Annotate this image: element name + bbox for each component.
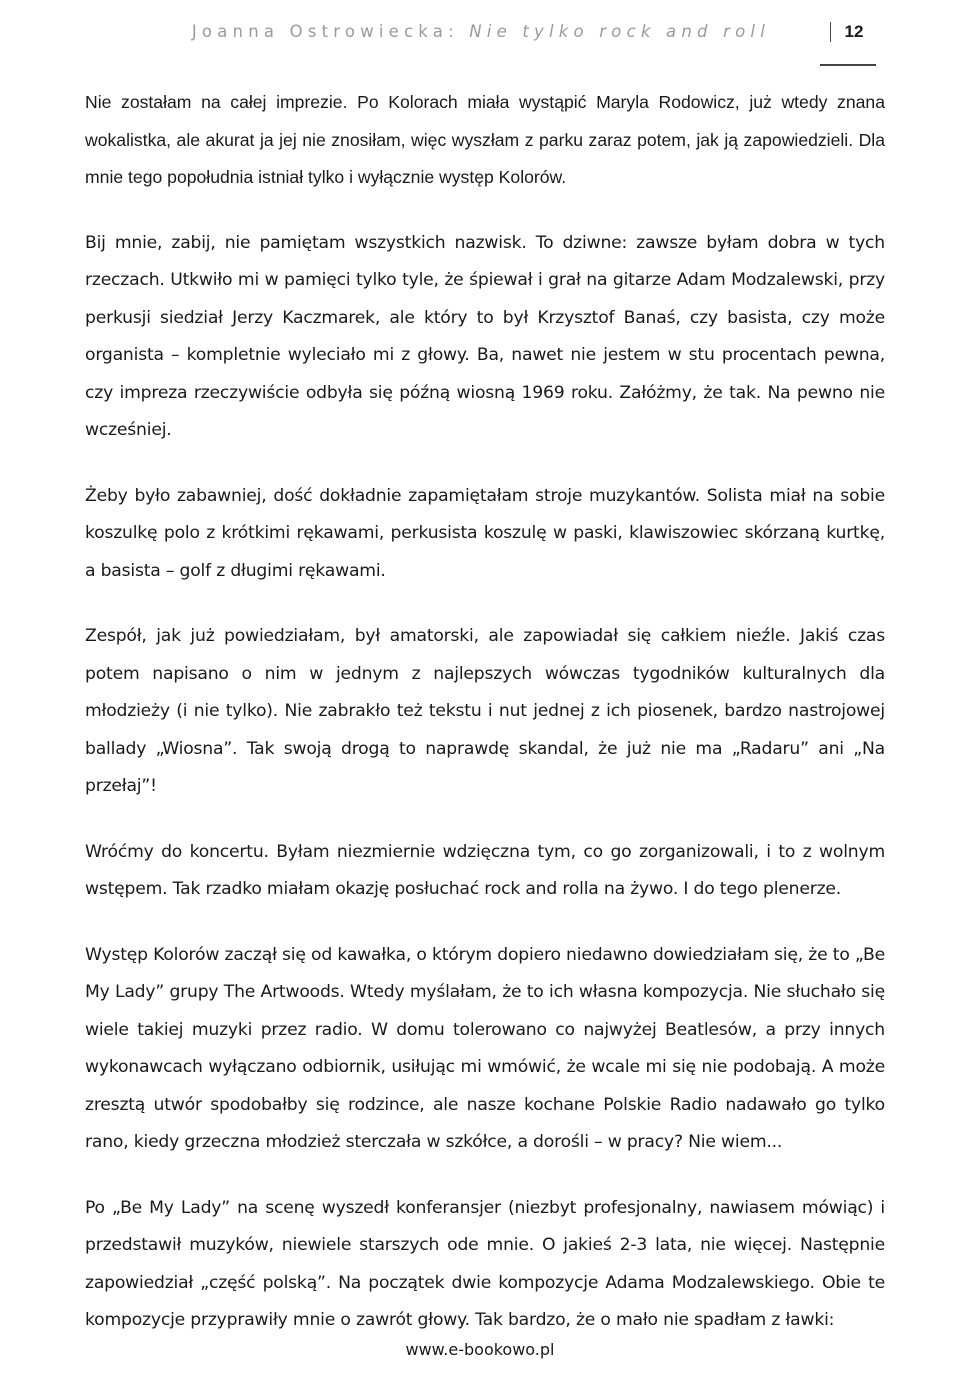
header-book-title: Nie tylko rock and roll: [469, 22, 770, 41]
document-body: [85, 84, 885, 1368]
paragraph-6: Występ Kolorów zaczął się od kawałka, o którym dopiero niedawno dowiedziałam się, że to „Be My Lady” grupy The Artwoods. Wtedy myślałam, że to ich własna kompozycja. Nie słuchało się wiele takiej muzyki przez radio. W domu tolerowano co najwyżej Beatlesów, a przy innych wykonawcach wyłączano odbiornik, usiłując mi wmówić, że wcale mi się nie podobają. A może zresztą utwór spodobałby się rodzince, ale nasze kochane Polskie Radio nadawało go tylko rano, kiedy grzeczna młodzież sterczała w szkółce, a dorośli – w pracy? Nie wiem...: [85, 944, 885, 1152]
paragraph-7: Po „Be My Lady” na scenę wyszedł konferansjer (niezbyt profesjonalny, nawiasem mówiąc) i przedstawił muzyków, niewiele starszych ode mnie. O jakieś 2-3 lata, nie więcej. Następnie zapowiedział „część polską”. Na początek dwie kompozycje Adama Modzalewskiego. Obie te kompozycje przyprawiły mnie o zawrót głowy. Tak bardzo, że o mało nie spadłam z ławki:: [85, 1197, 885, 1330]
page-number: 12: [830, 22, 877, 42]
paragraph-3: Żeby było zabawniej, dość dokładnie zapamiętałam stroje muzykantów. Solista miał na sobie koszulkę polo z krótkimi rękawami, perkusista koszulę w paski, klawiszowiec skórzaną kurtkę, a basista – golf z długimi rękawami.: [85, 485, 885, 581]
running-title: [192, 22, 770, 41]
footer-url[interactable]: www.e-bookowo.pl: [405, 1340, 555, 1359]
paragraph-1: Nie zostałam na całej imprezie. Po Kolorach miała wystąpić Maryla Rodowicz, już wtedy znana wokalistka, ale akurat ja jej nie znosiłam, więc wyszłam z parku zaraz potem, jak ją zapowiedzieli. Dla mnie tego popołudnia istniał tylko i wyłącznie występ Kolorów.: [85, 92, 885, 187]
paragraph-2: Bij mnie, zabij, nie pamiętam wszystkich nazwisk. To dziwne: zawsze byłam dobra w tych rzeczach. Utkwiło mi w pamięci tylko tyle, że śpiewał i grał na gitarze Adam Modzalewski, przy perkusji siedział Jerzy Kaczmarek, ale który to był Krzysztof Banaś, czy basista, czy może organista – kompletnie wyleciało mi z głowy. Ba, nawet nie jestem w stu procentach pewna, czy impreza rzeczywiście odbyła się późną wiosną 1969 roku. Załóżmy, że tak. Na pewno nie wcześniej.: [85, 232, 885, 440]
paragraph-4: Zespół, jak już powiedziałam, był amatorski, ale zapowiadał się całkiem nieźle. Jakiś czas potem napisano o nim w jednym z najlepszych wówczas tygodników kulturalnych dla młodzieży (i nie tylko). Nie zabrakło też tekstu i nut jednej z ich piosenek, bardzo nastrojowej ballady „Wiosna”. Tak swoją drogą to naprawdę skandal, że już nie ma „Radaru” ani „Na przełaj”!: [85, 626, 885, 796]
page-header: [0, 18, 960, 48]
paragraph-5: Wróćmy do koncertu. Byłam niezmiernie wdzięczna tym, co go zorganizowali, i to z wolnym wstępem. Tak rzadko miałam okazję posłuchać rock and rolla na żywo. I do tego plenerze.: [85, 841, 885, 899]
header-rule: [820, 64, 876, 66]
header-author: Joanna Ostrowiecka:: [191, 22, 459, 41]
